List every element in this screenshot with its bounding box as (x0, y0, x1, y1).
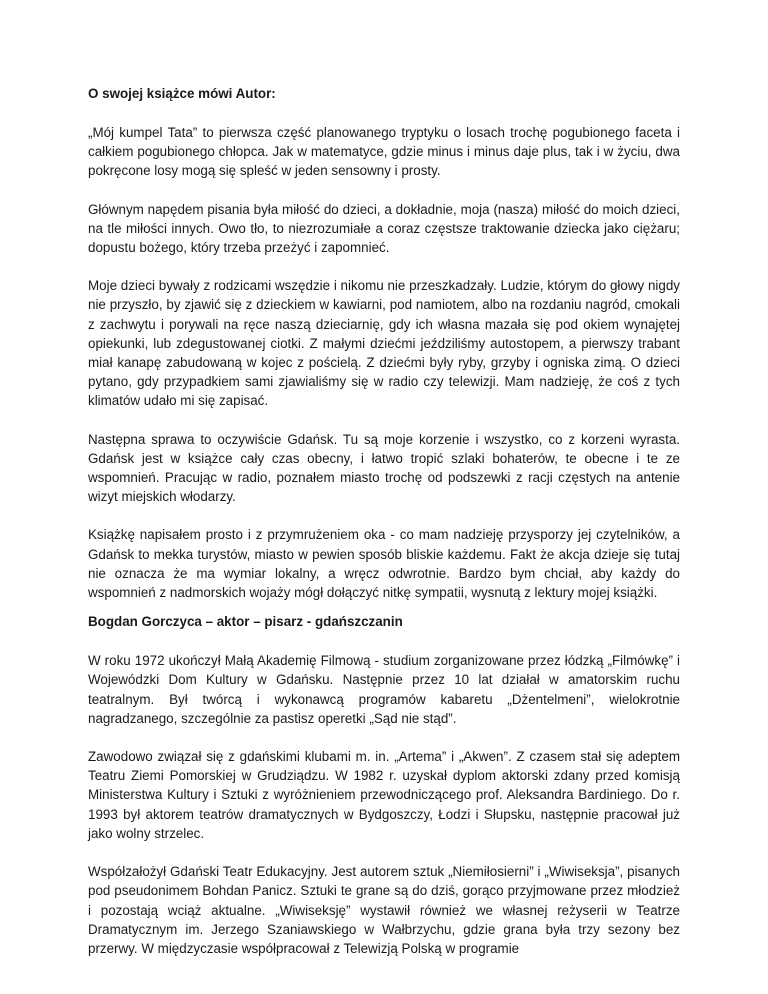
bio-paragraph-1: W roku 1972 ukończył Małą Akademię Filmową - studium zorganizowane przez łódzką „Filmówkę” i Wojewódzki Dom Kultury w Gdańsku. Następnie przez 10 lat działał w amatorskim ruchu teatralnym. Był twórcą i wykonawcą programów kabaretu „Dżentelmeni”, wielokrotnie nagradzanego, szczególnie za pastisz operetki „Sąd nie stąd”. (88, 653, 680, 726)
bio-paragraph-3: Współzałożył Gdański Teatr Edukacyjny. Jest autorem sztuk „Niemiłosierni” i „Wiwiseksja”, pisanych pod pseudonimem Bohdan Panicz. Sztuki te grane są do dziś, gorąco przyjmowane przez młodzież i pozostają wciąż aktualne. „Wiwiseksję” wystawił również we własnej reżyserii w Teatrze Dramatycznym im. Jerzego Szaniawskiego w Wałbrzychu, gdzie grana była trzy sezony bez przerwy. W międzyczasie współpracował z Telewizją Polską w programie (88, 864, 680, 956)
author-paragraph-2: Głównym napędem pisania była miłość do dzieci, a dokładnie, moja (nasza) miłość do moich dzieci, na tle miłości innych. Owo tło, to niezrozumiałe a coraz częstsze traktowanie dziecka jako ciężaru; dopustu bożego, który trzeba przeżyć i zapomnieć. (88, 201, 680, 256)
document-page (88, 84, 680, 977)
author-paragraph-5: Książkę napisałem prosto i z przymrużeniem oka - co mam nadzieję przysporzy jej czytelników, a Gdańsk to mekka turystów, miasto w pewien sposób bliskie każdemu. Fakt że akcja dzieje się tutaj nie oznacza że ma wymiar lokalny, a wręcz odwrotnie. Bardzo bym chciał, aby każdy do wspomnień z nadmorskich wojaży mógł dołączyć nitkę sympatii, wysnutą z lektury mojej książki. (88, 527, 680, 601)
bio-paragraph-2: Zawodowo związał się z gdańskimi klubami m. in. „Artema” i „Akwen”. Z czasem stał się adeptem Teatru Ziemi Pomorskiej w Grudziądzu. W 1982 r. uzyskał dyplom aktorski zdany przed komisją Ministerstwa Kultury i Sztuki z wyróżnieniem przewodniczącego prof. Aleksandra Bardiniego. Do r. 1993 był aktorem teatrów dramatycznych w Bydgoszczy, Łodzi i Słupsku, następnie pracował już jako wolny strzelec. (88, 749, 680, 841)
author-paragraph-1: „Mój kumpel Tata” to pierwsza część planowanego tryptyku o losach trochę pogubionego faceta i całkiem pogubionego chłopca. Jak w matematyce, gdzie minus i minus daje plus, tak i w życiu, dwa pokręcone losy mogą się spleść w jeden sensowny i prosty. (88, 125, 680, 179)
author-paragraph-3: Moje dzieci bywały z rodzicami wszędzie i nikomu nie przeszkadzały. Ludzie, którym do głowy nigdy nie przyszło, by zjawić się z dzieckiem w kawiarni, pod namiotem, albo na rozdaniu nagród, cmokali z zachwytu i porywali na ręce naszą dzieciarnię, gdy ich własna mazała się pod okiem wynajętej opiekunki, lub zdegustowanej ciotki. Z małymi dziećmi jeździliśmy autostopem, a pierwszy trabant miał kanapę zabudowaną w kojec z pościelą. Z dziećmi były ryby, grzyby i ogniska zimą. O dzieci pytano, gdy przypadkiem sami zjawialiśmy się w radio czy telewizji. Mam nadzieję, że coś z tych klimatów udało mi się zapisać. (88, 278, 680, 409)
author-heading: O swojej książce mówi Autor: (88, 86, 276, 101)
author-paragraph-4: Następna sprawa to oczywiście Gdańsk. Tu są moje korzenie i wszystko, co z korzeni wyrasta. Gdańsk jest w książce cały czas obecny, i łatwo tropić szlaki bohaterów, te obecne i te ze wspomnień. Pracując w radio, poznałem miasto trochę od podszewki z racji częstych na antenie wizyt miejskich włodarzy. (88, 431, 680, 505)
bio-heading: Bogdan Gorczyca – aktor – pisarz - gdańszczanin (88, 614, 403, 630)
